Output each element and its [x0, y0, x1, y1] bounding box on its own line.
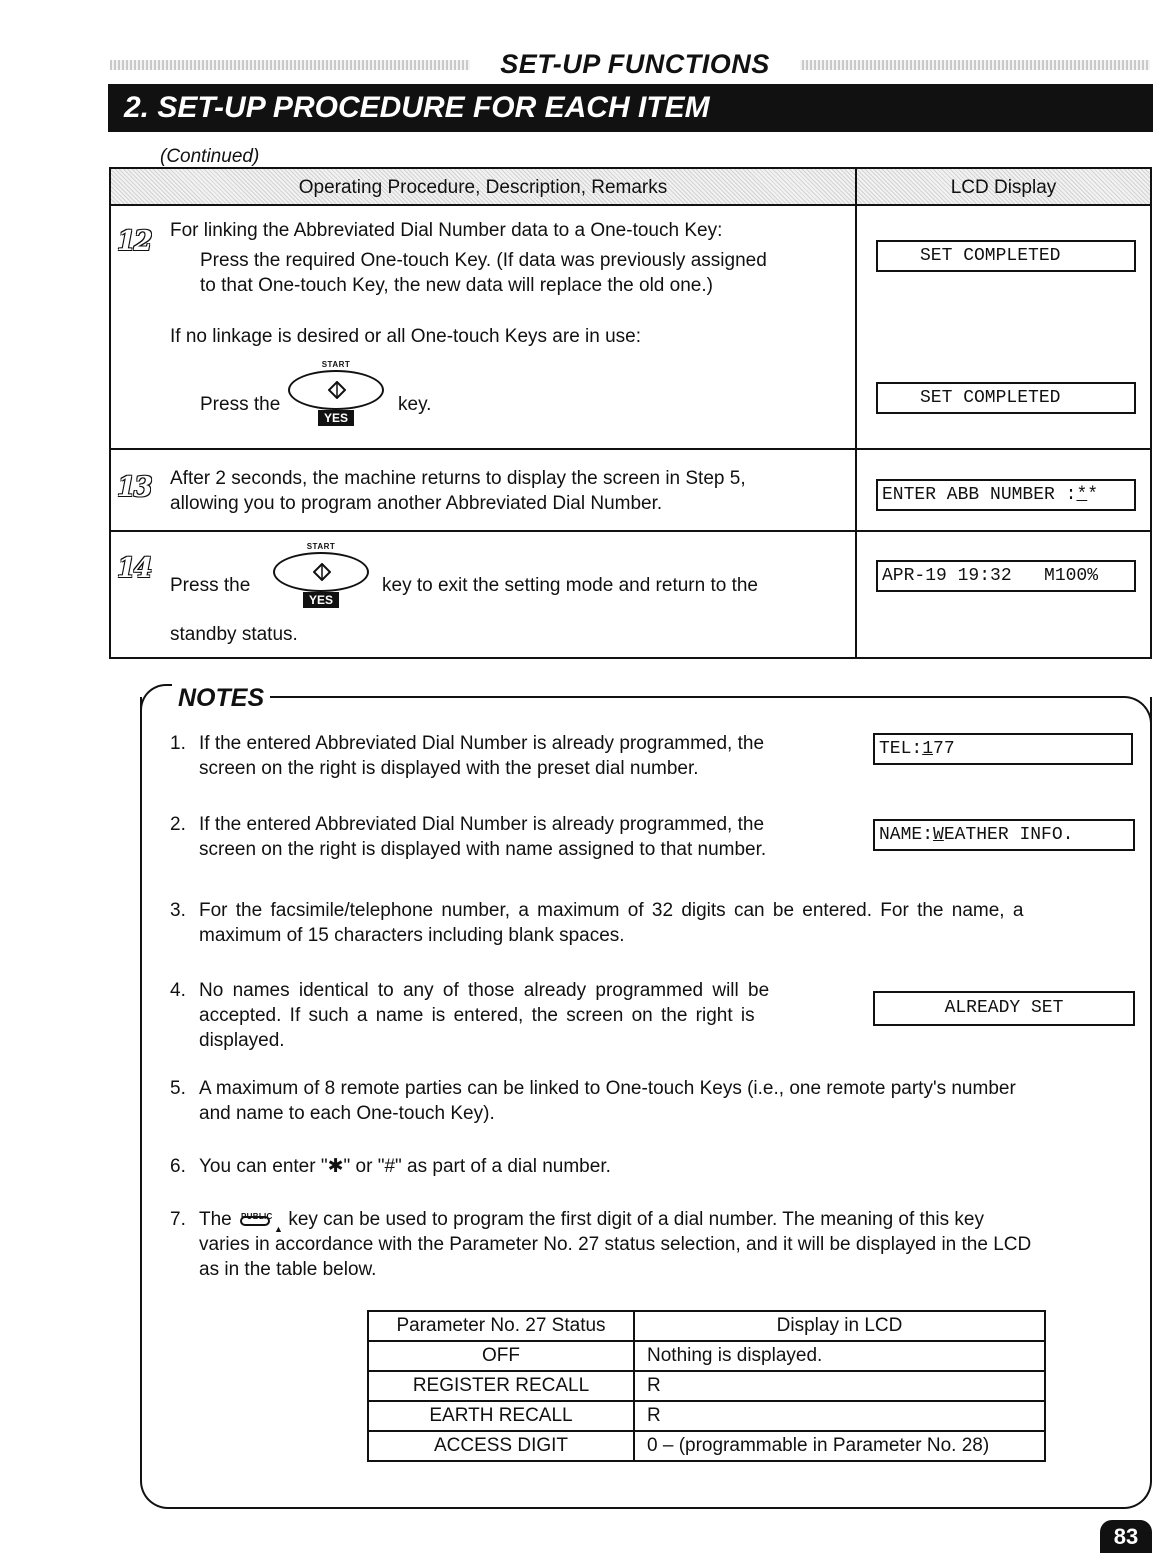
- notes-title: NOTES: [172, 682, 270, 714]
- lcd-text: 77: [933, 739, 955, 759]
- note-line: screen on the right is displayed with the preset dial number.: [199, 758, 699, 779]
- start-diamond-icon: [313, 563, 331, 581]
- lcd-text: *: [1087, 485, 1099, 505]
- note-number: 5.: [170, 1078, 186, 1099]
- note-number: 3.: [170, 900, 186, 921]
- step-14-line2: standby status.: [170, 624, 298, 645]
- notes-corner: [140, 684, 176, 712]
- table-header: Parameter No. 27 Status: [368, 1311, 634, 1341]
- lcd-step-12-unlinked: SET COMPLETED: [876, 382, 1136, 414]
- step-13-line2: allowing you to program another Abbreviated Dial Number.: [170, 493, 663, 514]
- lcd-text: TEL:: [879, 739, 923, 759]
- note-line: [199, 1207, 1134, 1232]
- step-12-intro: For linking the Abbreviated Dial Number data to a One-touch Key:: [170, 220, 723, 241]
- table-column-divider: [855, 167, 857, 659]
- note-text: The: [199, 1209, 232, 1230]
- start-key-label: START: [306, 542, 336, 551]
- step-12-press-suffix: key.: [398, 394, 432, 415]
- table-cell: Nothing is displayed.: [634, 1341, 1045, 1371]
- note-number: 1.: [170, 733, 186, 754]
- row-divider: [109, 530, 1152, 532]
- note-5: [170, 1076, 1134, 1126]
- note-line: as in the table below.: [199, 1259, 377, 1280]
- column-header-lcd: LCD Display: [857, 169, 1150, 206]
- note-line: A maximum of 8 remote parties can be linked to One-touch Keys (i.e., one remote party's number: [199, 1078, 1016, 1099]
- table-cell: ACCESS DIGIT: [368, 1431, 634, 1461]
- public-key-label: PUBLIC: [241, 1212, 273, 1221]
- row-divider: [109, 448, 1152, 450]
- note-number: 4.: [170, 980, 186, 1001]
- note-line: and name to each One-touch Key).: [199, 1103, 495, 1124]
- start-key-oval: [273, 552, 369, 592]
- lcd-cursor: W: [933, 825, 944, 845]
- yes-tag: YES: [318, 410, 354, 426]
- table-cell: R: [634, 1371, 1045, 1401]
- table-row: [368, 1341, 1045, 1371]
- start-diamond-icon: [328, 381, 346, 399]
- note-text: key can be used to program the first digit of a dial number. The meaning of this key: [288, 1209, 984, 1230]
- step-number-13: 13: [117, 472, 151, 503]
- note-line: displayed.: [199, 1030, 285, 1051]
- lcd-step-12-linked: SET COMPLETED: [876, 240, 1136, 272]
- step-12-press-prefix: Press the: [200, 394, 281, 415]
- note-line: You can enter "✱" or "#" as part of a dial number.: [199, 1156, 611, 1177]
- lcd-cursor: 1: [922, 739, 934, 759]
- note-4: [170, 978, 840, 1053]
- note-number: 7.: [170, 1209, 186, 1230]
- note-7: [170, 1207, 1134, 1282]
- step-number-12: 12: [117, 226, 151, 257]
- section-title: 2. SET-UP PROCEDURE FOR EACH ITEM: [108, 84, 1153, 132]
- note-line: For the facsimile/telephone number, a maximum of 32 digits can be entered. For the name, a: [199, 900, 1024, 921]
- table-header: Display in LCD: [634, 1311, 1045, 1341]
- lcd-text: NAME:: [879, 825, 934, 845]
- table-cell: OFF: [368, 1341, 634, 1371]
- notes-top-rule: [262, 696, 1122, 698]
- step-12-detail-line1: Press the required One-touch Key. (If data was previously assigned: [200, 250, 767, 271]
- step-12-detail-line2: to that One-touch Key, the new data will replace the old one.): [200, 275, 713, 296]
- lcd-text: ENTER ABB NUMBER :: [882, 485, 1077, 505]
- note-line: If the entered Abbreviated Dial Number is already programmed, the: [199, 733, 765, 754]
- step-14-press-prefix: Press the: [170, 575, 251, 596]
- note-line: If the entered Abbreviated Dial Number is already programmed, the: [199, 814, 765, 835]
- start-key-oval: [288, 370, 384, 410]
- lcd-step-13: [876, 479, 1136, 511]
- table-cell: R: [634, 1401, 1045, 1431]
- lcd-cursor: *: [1076, 485, 1088, 505]
- parameter-table: [367, 1310, 1046, 1462]
- note-3: [170, 898, 1134, 948]
- continued-label: (Continued): [160, 146, 260, 167]
- public-key-oval: [240, 1216, 270, 1226]
- table-row: [368, 1401, 1045, 1431]
- note-line: No names identical to any of those already programmed will be: [199, 980, 770, 1001]
- step-14-press-suffix: key to exit the setting mode and return to the: [382, 575, 759, 596]
- table-cell: EARTH RECALL: [368, 1401, 634, 1431]
- note-line: maximum of 15 characters including blank spaces.: [199, 925, 625, 946]
- step-number-14: 14: [117, 553, 151, 584]
- table-cell: REGISTER RECALL: [368, 1371, 634, 1401]
- note-line: varies in accordance with the Parameter No. 27 status selection, and it will be displayed in the LCD: [199, 1234, 1032, 1255]
- page-number: 83: [1100, 1520, 1152, 1553]
- step-13-line1: After 2 seconds, the machine returns to display the screen in Step 5,: [170, 468, 746, 489]
- start-key: [267, 542, 375, 608]
- table-row: [368, 1431, 1045, 1461]
- public-key-icon: [237, 1207, 283, 1234]
- triangle-icon: ▲: [274, 1224, 283, 1234]
- lcd-note-2: [873, 819, 1135, 851]
- note-line: accepted. If such a name is entered, the screen on the right is: [199, 1005, 755, 1026]
- start-key: [282, 360, 390, 426]
- start-key-label: START: [321, 360, 351, 369]
- step-12-alt-intro: If no linkage is desired or all One-touch Keys are in use:: [170, 326, 642, 347]
- lcd-note-4: ALREADY SET: [873, 991, 1135, 1026]
- lcd-step-14: APR-19 19:32 M100%: [876, 560, 1136, 592]
- note-1: [170, 731, 850, 781]
- note-2: [170, 812, 850, 862]
- page-header-title: SET-UP FUNCTIONS: [470, 46, 800, 82]
- note-6: [170, 1154, 1134, 1179]
- column-header-procedure: Operating Procedure, Description, Remarks: [111, 169, 855, 206]
- table-cell: 0 – (programmable in Parameter No. 28): [634, 1431, 1045, 1461]
- table-row: [368, 1371, 1045, 1401]
- table-header-row: [368, 1311, 1045, 1341]
- lcd-text: EATHER INFO.: [943, 825, 1074, 845]
- yes-tag: YES: [303, 592, 339, 608]
- note-line: screen on the right is displayed with name assigned to that number.: [199, 839, 767, 860]
- lcd-note-1: [873, 733, 1133, 765]
- note-number: 6.: [170, 1156, 186, 1177]
- note-number: 2.: [170, 814, 186, 835]
